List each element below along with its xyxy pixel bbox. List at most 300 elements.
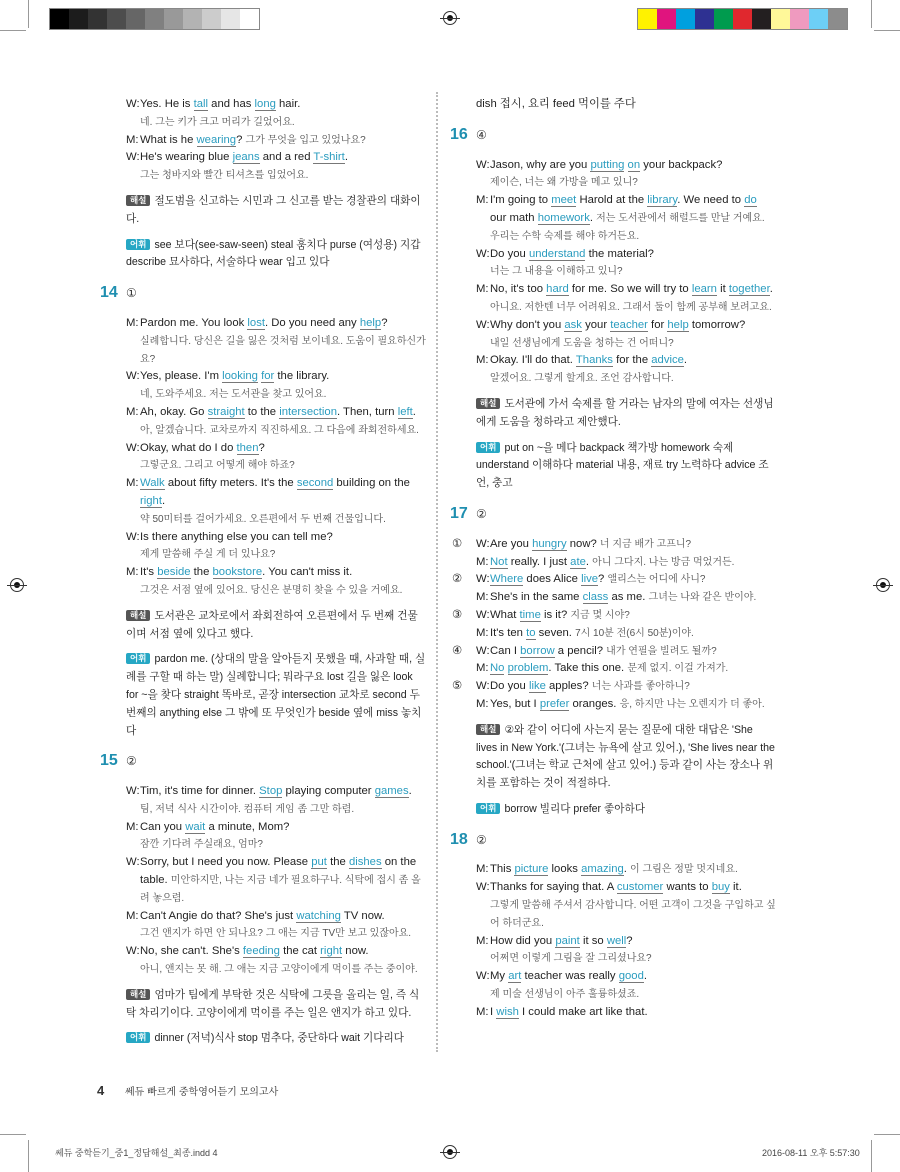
dialogue-english: W:Are you hungry now? 너 지금 배가 고프니?: [476, 536, 734, 554]
option-marker: ①: [452, 537, 463, 550]
dialogue-line: [126, 783, 426, 819]
vocabulary: 어휘 borrow 빌리다 prefer 좋아하다: [476, 801, 776, 819]
blank-answer: straight: [207, 405, 245, 418]
explanation-badge: 해설: [126, 989, 150, 1000]
answer-choice: ②: [476, 506, 487, 521]
korean-translation: 약 50미터를 걸어가세요. 오른편에서 두 번째 건물입니다.: [140, 513, 386, 525]
blank-answer: dishes: [348, 856, 382, 869]
dialogue-english: M:Ah, okay. Go straight to the intersection. Then, turn left.: [126, 404, 426, 422]
blank-answer: learn: [691, 283, 717, 296]
option-body: [476, 536, 734, 572]
korean-translation: 아, 알겠습니다. 교차로까지 직진하세요. 그 다음에 좌회전하세요.: [140, 424, 419, 436]
korean-translation: 그렇군요. 그리고 어떻게 해야 하죠?: [140, 460, 295, 472]
speaker-label: W:: [476, 537, 490, 550]
blank-answer: right: [140, 494, 162, 507]
blank-answer: intersection: [279, 405, 337, 418]
korean-translation: 아니 그다지. 나는 방금 먹었거든.: [592, 556, 735, 568]
blank-answer: help: [359, 316, 382, 329]
dialogue-line: [476, 589, 756, 607]
korean-translation: 그녀는 나와 같은 반이야.: [648, 592, 757, 604]
swatch: [790, 9, 809, 29]
answer-choice: ②: [476, 832, 487, 847]
vocabulary: 어휘 pardon me. (상대의 말을 알아듣지 못했을 때, 사과할 때, 실례를 구할 때 하는 말) 실례합니다; 뭐라구요 lost 길을 잃은 look for ~을 찾다 straight 똑바로, 곧장 intersection 교차로 second 두 번째의 anything else 그 밖에 또 무엇인가 beside 옆에 miss 놓치다: [126, 653, 426, 737]
dialogue-english: M:Pardon me. You look lost. Do you need any help?: [126, 315, 426, 333]
dialogue-english: M:I'm going to meet Harold at the library. We need to do our math homework. 저는 도서관에서 해럴드를 만날 거예요. 우리는 수학 숙제를 해야 하거든요.: [476, 194, 765, 242]
crop-mark: [28, 1140, 29, 1172]
speaker-label: W:: [476, 644, 490, 657]
vocabulary-badge: 어휘: [476, 442, 500, 453]
question-18: [450, 830, 776, 1022]
blank-answer: homework: [537, 211, 590, 224]
blank-answer: putting: [590, 158, 625, 171]
dialogue-line: [476, 246, 776, 282]
swatch: [183, 9, 202, 29]
question-header: [450, 831, 776, 850]
dialogue-english: W:Okay, what do I do then?: [126, 440, 426, 458]
option-body: [476, 607, 694, 643]
korean-translation: 이 그림은 정말 멋지네요.: [630, 864, 738, 876]
blank-answer: advice: [651, 354, 684, 367]
speaker-label: M:: [476, 1005, 489, 1018]
question-header: [450, 505, 776, 524]
option-marker: ②: [452, 573, 463, 586]
page-footer: [97, 1083, 278, 1098]
dialogue-english: W:Thanks for saying that. A customer wants to buy it.: [476, 879, 776, 897]
speaker-label: M:: [126, 133, 139, 146]
blank-answer: library: [647, 194, 678, 207]
blank-answer: wait: [185, 820, 206, 833]
speaker-label: W:: [126, 945, 140, 958]
dialogue-english: W:What time is it? 지금 몇 시야?: [476, 607, 694, 625]
dialogue-line: [126, 475, 426, 528]
blank-answer: like: [528, 680, 546, 693]
blank-answer: ask: [564, 318, 582, 331]
dialogue-line: [476, 352, 776, 388]
slug-filename: 쎄듀 중학듣기_중1_정답해설_최종.indd 4: [55, 1148, 218, 1158]
blank-answer: wish: [496, 1005, 519, 1018]
registration-mark-icon: [876, 578, 890, 592]
dialogue-english: M:Okay. I'll do that. Thanks for the advice.: [476, 352, 776, 370]
blank-answer: understand: [528, 247, 586, 260]
dialogue-english: M:How did you paint it so well?: [476, 933, 776, 951]
korean-translation: 그가 무엇을 입고 있었나요?: [245, 134, 366, 146]
blank-answer: feeding: [242, 945, 280, 958]
crop-mark: [874, 30, 900, 31]
blank-answer: borrow: [520, 644, 555, 657]
blank-answer: Stop: [259, 785, 283, 798]
swatch: [50, 9, 69, 29]
vocabulary-badge: 어휘: [126, 1032, 150, 1043]
speaker-label: W:: [476, 970, 490, 983]
question-header: [100, 284, 426, 303]
swatch: [202, 9, 221, 29]
blank-answer: art: [508, 970, 522, 983]
explanation: 해설 절도범을 신고하는 시민과 그 신고를 받는 경찰관의 대화이다.: [126, 194, 421, 225]
dialogue-english: W:Jason, why are you putting on your backpack?: [476, 157, 776, 175]
korean-translation: 앨리스는 어디에 사니?: [607, 574, 706, 586]
crop-mark: [0, 1134, 26, 1135]
option-②: [452, 571, 776, 607]
question-number: 15: [100, 752, 118, 770]
blank-answer: right: [320, 945, 343, 958]
swatch: [126, 9, 145, 29]
blank-answer: problem: [507, 662, 549, 675]
blank-answer: amazing: [581, 863, 624, 876]
dialogue-english: M:No problem. Take this one. 문제 없지. 이걸 가져가.: [476, 660, 728, 678]
dialogue-english: W:Can I borrow a pencil? 내가 연필을 빌려도 될까?: [476, 643, 728, 661]
blank-answer: hard: [546, 283, 569, 296]
swatch: [638, 9, 657, 29]
option-marker: ③: [452, 608, 463, 621]
option-marker: ⑤: [452, 680, 463, 693]
blank-answer: teacher: [610, 318, 648, 331]
dialogue-line: [476, 861, 776, 879]
dialogue-line: [126, 368, 426, 404]
question-14: [100, 284, 426, 740]
dialogue-english: W:Why don't you ask your teacher for help tomorrow?: [476, 317, 776, 335]
dialogue-line: [126, 564, 426, 600]
korean-translation: 아니요. 저한텐 너무 어려워요. 그래서 둘이 함께 공부해 보려고요.: [490, 301, 772, 313]
left-column: [100, 96, 426, 1048]
speaker-label: M:: [476, 555, 489, 568]
blank-answer: Thanks: [575, 354, 613, 367]
blank-answer: wearing: [196, 133, 237, 146]
dialogue-english: M:What is he wearing? 그가 무엇을 입고 있었나요?: [126, 132, 426, 150]
swatch: [676, 9, 695, 29]
blank-answer: long: [254, 98, 276, 110]
dialogue-line: [126, 315, 426, 368]
dialogue-line: [126, 819, 426, 855]
blank-answer: time: [519, 608, 541, 621]
page-number: 4: [97, 1083, 105, 1098]
dialogue-line: [476, 968, 776, 1004]
right-column: [450, 96, 776, 1022]
blank-answer: meet: [551, 194, 577, 207]
speaker-label: W:: [126, 530, 140, 543]
dialogue-english: W:Yes, please. I'm looking for the library.: [126, 368, 426, 386]
explanation: 해설 엄마가 팀에게 부탁한 것은 식탁에 그릇을 올리는 일, 즉 식탁 차리기이다. 고양이에게 먹이를 주는 일은 앤지가 하고 있다.: [126, 988, 420, 1019]
korean-translation: 잠깐 기다려 주실래요, 엄마?: [140, 839, 263, 851]
question-header: [100, 752, 426, 771]
korean-translation: 그렇게 말씀해 주셔서 감사합니다. 어떤 고객이 그것을 구입하고 싶어 하더군요.: [490, 900, 776, 929]
blank-answer: for: [261, 370, 275, 383]
korean-translation: 지금 몇 시야?: [570, 609, 630, 621]
dialogue-english: M:Can't Angie do that? She's just watching TV now.: [126, 908, 426, 926]
speaker-label: W:: [476, 318, 490, 331]
swatch: [809, 9, 828, 29]
korean-translation: 그는 청바지와 빨간 티셔츠를 입었어요.: [140, 170, 309, 182]
column-divider: [436, 92, 438, 1052]
vocabulary-badge: 어휘: [476, 803, 500, 814]
blank-answer: do: [744, 194, 757, 207]
dialogue-line: [126, 132, 426, 150]
swatch: [145, 9, 164, 29]
swatch: [771, 9, 790, 29]
explanation-badge: 해설: [476, 398, 500, 409]
option-body: [476, 643, 728, 679]
dialogue-english: W:Sorry, but I need you now. Please put the dishes on the table. 미안하지만, 나는 지금 네가 필요하구나. 식탁에 접시 좀 올려 놓으렴.: [126, 856, 421, 904]
korean-translation: 그건 앤지가 하면 안 되나요? 그 애는 지금 TV만 보고 있잖아요.: [140, 928, 412, 940]
option-③: [452, 607, 776, 643]
korean-translation: 미안하지만, 나는 지금 네가 필요하구나. 식탁에 접시 좀 올려 놓으렴.: [140, 875, 421, 904]
blank-answer: live: [581, 573, 599, 586]
crop-mark: [874, 1134, 900, 1135]
question-number: 14: [100, 284, 118, 302]
swatch: [657, 9, 676, 29]
dialogue-english: W:Is there anything else you can tell me?: [126, 529, 426, 547]
speaker-label: W:: [476, 247, 490, 260]
dialogue-line: [476, 571, 756, 589]
registration-mark-icon: [10, 578, 24, 592]
dialogue-line: [476, 1004, 776, 1022]
speaker-label: M:: [476, 934, 489, 947]
blank-answer: watching: [296, 909, 341, 922]
swatch: [733, 9, 752, 29]
swatch: [240, 9, 259, 29]
dialogue-english: M:No, it's too hard for me. So we will try to learn it together.: [476, 281, 776, 299]
korean-translation: 내가 연필을 빌려도 될까?: [606, 645, 717, 657]
explanation-badge: 해설: [126, 195, 150, 206]
question-number: 16: [450, 125, 468, 143]
speaker-label: M:: [126, 405, 139, 418]
dialogue-line: [476, 317, 776, 353]
vocabulary-continued: dish 접시, 요리 feed 먹이를 주다: [476, 98, 636, 110]
blank-answer: prefer: [539, 697, 570, 710]
blank-answer: then: [236, 441, 259, 454]
dialogue-line: [126, 943, 426, 979]
dialogue-line: [126, 440, 426, 476]
dialogue-line: [476, 554, 734, 572]
speaker-label: W:: [126, 785, 140, 798]
speaker-label: W:: [126, 441, 140, 454]
vocabulary-badge: 어휘: [126, 239, 150, 250]
korean-translation: 응, 하지만 나는 오렌지가 더 좋아.: [619, 698, 765, 710]
korean-translation: 내일 선생님에게 도움을 청하는 건 어떠니?: [490, 337, 674, 349]
blank-answer: No: [490, 662, 505, 675]
dialogue-english: W:Do you understand the material?: [476, 246, 776, 264]
blank-answer: class: [582, 591, 609, 604]
blank-answer: ate: [570, 555, 586, 568]
dialogue-english: M:She's in the same class as me. 그녀는 나와 같은 반이야.: [476, 589, 756, 607]
dialogue-english: W:Yes. He is tall and has long hair.: [126, 96, 426, 114]
blank-answer: together: [728, 283, 770, 296]
dialogue-english: W:My art teacher was really good.: [476, 968, 776, 986]
speaker-label: M:: [126, 316, 139, 329]
korean-translation: 네. 그는 키가 크고 머리가 길었어요.: [140, 116, 295, 128]
book-title: 쎄듀 빠르게 중학영어듣기 모의고사: [125, 1087, 279, 1098]
dialogue-line: [126, 529, 426, 565]
dialogue-line: [126, 96, 426, 132]
blank-answer: well: [606, 934, 627, 947]
dialogue-line: [126, 149, 426, 185]
slug-timestamp: 2016-08-11 오후 5:57:30: [762, 1148, 860, 1158]
speaker-label: M:: [476, 863, 489, 876]
dialogue-english: M:Yes, but I prefer oranges. 응, 하지만 나는 오렌지가 더 좋아.: [476, 696, 765, 714]
blank-answer: on: [627, 158, 641, 171]
dialogue-english: M:Not really. I just ate. 아니 그다지. 나는 방금 먹었거든.: [476, 554, 734, 572]
speaker-label: M:: [126, 477, 139, 490]
question-16: [450, 125, 776, 493]
blank-answer: paint: [555, 934, 580, 947]
speaker-label: W:: [126, 98, 140, 110]
question-number: 18: [450, 830, 468, 848]
korean-translation: 어쩌면 이렇게 그림을 잘 그리셨나요?: [490, 953, 652, 965]
korean-translation: 문제 없지. 이걸 가져가.: [627, 663, 729, 675]
option-body: [476, 678, 765, 714]
speaker-label: M:: [126, 909, 139, 922]
option-body: [476, 571, 756, 607]
option-①: [452, 536, 776, 572]
blank-answer: looking: [222, 370, 258, 383]
korean-translation: 제이슨, 너는 왜 가방을 메고 있니?: [490, 177, 638, 189]
dialogue-line: [126, 854, 426, 907]
vocabulary: 어휘 put on ~을 메다 backpack 책가방 homework 숙제 understand 이해하다 material 내용, 재료 try 노력하다 advice 조언, 충고: [476, 441, 769, 490]
speaker-label: W:: [476, 158, 490, 171]
korean-translation: 너는 그 내용을 이해하고 있니?: [490, 266, 623, 278]
registration-mark-icon: [443, 11, 457, 25]
speaker-label: M:: [126, 566, 139, 579]
swatch: [107, 9, 126, 29]
dialogue-english: W:Where does Alice live? 앨리스는 어디에 사니?: [476, 571, 756, 589]
dialogue-line: [126, 908, 426, 944]
option-marker: ④: [452, 644, 463, 657]
blank-answer: lost: [247, 316, 265, 329]
blank-answer: jeans: [232, 151, 260, 164]
dialogue-line: [476, 625, 694, 643]
speaker-label: M:: [476, 697, 489, 710]
blank-answer: games: [374, 785, 409, 798]
question-15: [100, 752, 426, 1048]
explanation-badge: 해설: [476, 724, 500, 735]
speaker-label: M:: [476, 662, 489, 675]
question-number: 17: [450, 504, 468, 522]
dialogue-english: M:Can you wait a minute, Mom?: [126, 819, 426, 837]
blank-answer: Where: [490, 573, 524, 586]
korean-translation: 실례합니다. 당신은 길을 잃은 것처럼 보이네요. 도움이 필요하신가요?: [140, 335, 426, 365]
blank-answer: left: [397, 405, 413, 418]
vocabulary: 어휘 see 보다(see-saw-seen) steal 훔치다 purse (여성용) 지갑 describe 묘사하다, 서술하다 wear 입고 있다: [126, 238, 421, 269]
dialogue-line: [476, 536, 734, 554]
korean-translation: 제게 말씀해 주실 게 더 있나요?: [140, 549, 276, 561]
swatch: [695, 9, 714, 29]
dialogue-line: [476, 879, 776, 932]
dialogue-english: W:He's wearing blue jeans and a red T-shirt.: [126, 149, 426, 167]
speaker-label: W:: [476, 573, 490, 586]
speaker-label: W:: [126, 856, 140, 869]
dialogue-english: W:No, she can't. She's feeding the cat right now.: [126, 943, 426, 961]
explanation-badge: 해설: [126, 610, 150, 621]
blank-answer: Not: [490, 555, 508, 568]
answer-choice: ②: [126, 754, 137, 769]
explanation: 해설 도서관에 가서 숙제를 할 거라는 남자의 말에 여자는 선생님에게 도움을 청하라고 제안했다.: [476, 397, 774, 428]
crop-mark: [28, 0, 29, 28]
blank-answer: bookstore: [212, 566, 263, 579]
registration-mark-icon: [443, 1145, 457, 1159]
swatch: [714, 9, 733, 29]
dialogue-line: [476, 607, 694, 625]
blank-answer: customer: [616, 881, 664, 894]
crop-mark: [871, 0, 872, 28]
dialogue-line: [476, 660, 728, 678]
explanation: 해설 ②와 같이 어디에 사는지 묻는 질문에 대한 대답은 'She lives in New York.'(그녀는 뉴욕에 살고 있어.), 'She lives near the school.'(그녀는 학교 근처에 살고 있어.) 등과 같이 사는 장소나 위치를 포함하는 것이 적절하다.: [476, 723, 775, 790]
dialogue-line: [476, 678, 765, 696]
answer-choice: ④: [476, 127, 487, 142]
blank-answer: picture: [514, 863, 549, 876]
explanation: 해설 도서관은 교차로에서 좌회전하여 오른편에서 두 번째 건물이며 서점 옆에 있다고 했다.: [126, 609, 418, 640]
speaker-label: M:: [476, 354, 489, 367]
cmyk-color-bar: [637, 8, 848, 30]
speaker-label: M:: [126, 820, 139, 833]
dialogue-english: M:This picture looks amazing. 이 그림은 정말 멋지네요.: [476, 861, 776, 879]
speaker-label: W:: [476, 608, 490, 621]
korean-translation: 그것은 서점 옆에 있어요. 당신은 분명히 찾을 수 있을 거예요.: [140, 584, 403, 596]
blank-answer: good: [618, 970, 644, 983]
korean-translation: 너 지금 배가 고프니?: [599, 538, 692, 550]
dialogue-line: [476, 281, 776, 317]
dialogue-line: [476, 192, 776, 245]
dialogue-line: [476, 157, 776, 193]
answer-choice: ①: [126, 286, 137, 301]
dialogue-english: M:I wish I could make art like that.: [476, 1004, 776, 1022]
speaker-label: M:: [476, 283, 489, 296]
speaker-label: W:: [126, 370, 140, 383]
blank-answer: Walk: [140, 477, 165, 490]
blank-answer: beside: [157, 566, 191, 579]
vocabulary-badge: 어휘: [126, 653, 150, 664]
dialogue-english: W:Do you like apples? 너는 사과를 좋아하니?: [476, 678, 765, 696]
blank-answer: T-shirt: [313, 151, 345, 164]
korean-translation: 제 미술 선생님이 아주 훌륭하셨죠.: [490, 989, 640, 1001]
blank-answer: put: [311, 856, 327, 869]
speaker-label: W:: [126, 151, 140, 164]
korean-translation: 너는 사과를 좋아하니?: [591, 681, 690, 693]
speaker-label: M:: [476, 194, 489, 207]
korean-translation: 저는 도서관에서 해럴드를 만날 거예요. 우리는 수학 숙제를 해야 하거든요.: [490, 212, 765, 242]
option-⑤: [452, 678, 776, 714]
blank-answer: help: [667, 318, 689, 331]
question-17: [450, 504, 776, 819]
crop-mark: [0, 30, 26, 31]
dialogue-line: [476, 643, 728, 661]
question-header: [450, 126, 776, 145]
dialogue-line: [476, 933, 776, 969]
swatch: [164, 9, 183, 29]
korean-translation: 알겠어요. 그렇게 할게요. 조언 감사합니다.: [490, 373, 674, 385]
speaker-label: W:: [476, 680, 490, 693]
option-④: [452, 643, 776, 679]
swatch: [69, 9, 88, 29]
blank-answer: buy: [711, 881, 730, 894]
speaker-label: W:: [476, 881, 490, 894]
speaker-label: M:: [476, 626, 489, 639]
vocabulary: 어휘 dinner (저녁)식사 stop 멈추다, 중단하다 wait 기다리다: [126, 1030, 426, 1048]
korean-translation: 팀, 저녁 식사 시간이야. 컴퓨터 게임 좀 그만 하렴.: [140, 803, 355, 815]
blank-answer: second: [296, 477, 334, 490]
dialogue-line: [476, 696, 765, 714]
swatch: [752, 9, 771, 29]
blank-answer: tall: [193, 98, 209, 110]
korean-translation: 아니, 앤지는 못 해. 그 애는 지금 고양이에게 먹이를 주는 중이야.: [140, 964, 418, 976]
korean-translation: 7시 10분 전(6시 50분)이야.: [575, 627, 694, 639]
blank-answer: to: [526, 626, 536, 639]
dialogue-english: M:It's ten to seven. 7시 10분 전(6시 50분)이야.: [476, 625, 694, 643]
swatch: [88, 9, 107, 29]
gray-color-bar: [49, 8, 260, 30]
dialogue-line: [126, 404, 426, 440]
dialogue-english: M:Walk about fifty meters. It's the second building on the right.: [126, 477, 410, 507]
swatch: [828, 9, 847, 29]
swatch: [221, 9, 240, 29]
